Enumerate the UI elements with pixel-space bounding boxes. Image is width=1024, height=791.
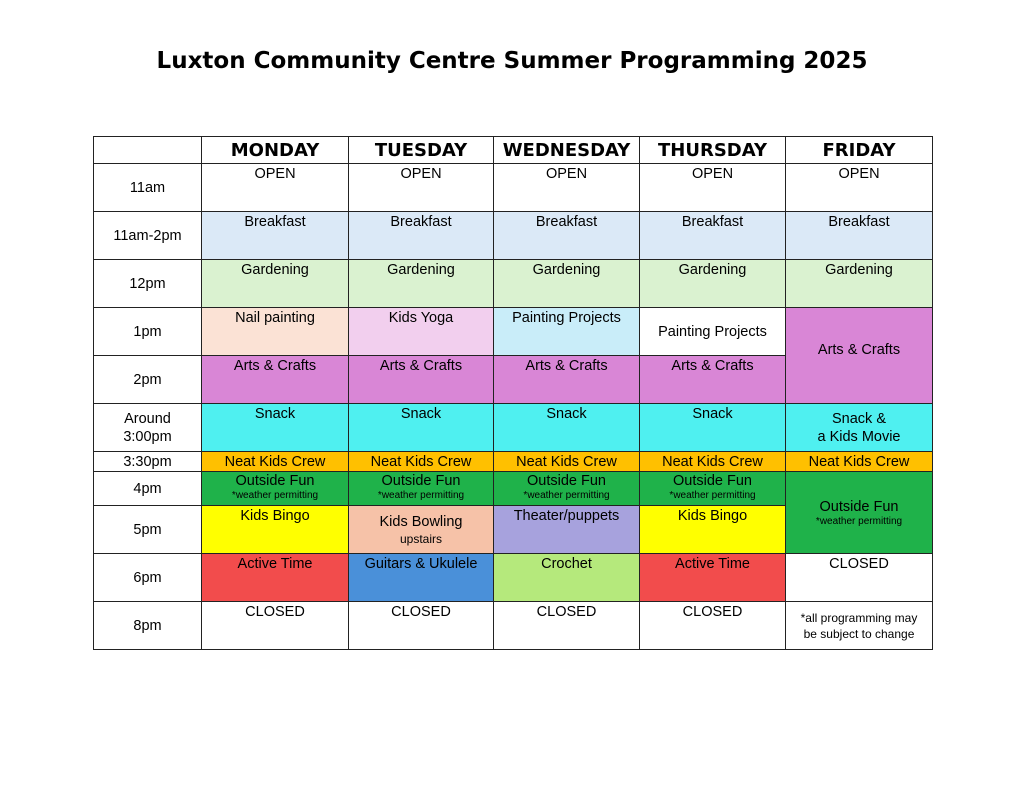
activity-label: Kids Yoga	[388, 310, 454, 326]
schedule-cell	[349, 404, 494, 452]
schedule-cell	[786, 260, 933, 308]
day-header-tuesday: TUESDAY	[349, 137, 494, 164]
table-row	[94, 554, 933, 602]
schedule-cell	[640, 212, 786, 260]
schedule-cell	[640, 554, 786, 602]
schedule-cell	[349, 452, 494, 472]
schedule-cell	[786, 602, 933, 650]
schedule-cell	[786, 308, 933, 404]
schedule-cell	[349, 472, 494, 506]
activity-label: Neat Kids Crew	[224, 453, 326, 470]
activity-label: Breakfast	[244, 214, 306, 230]
weather-note: *weather permitting	[523, 490, 610, 501]
time-label: 2pm	[94, 356, 202, 404]
page-title: Luxton Community Centre Summer Programming 2025	[156, 48, 868, 74]
schedule-cell	[349, 554, 494, 602]
day-header-wednesday: WEDNESDAY	[494, 137, 640, 164]
table-row	[94, 452, 933, 472]
schedule-cell	[640, 164, 786, 212]
activity-label: Breakfast	[535, 214, 598, 230]
schedule-cell	[494, 260, 640, 308]
weather-note: *weather permitting	[377, 490, 465, 501]
schedule-cell	[202, 554, 349, 602]
schedule-cell	[202, 164, 349, 212]
activity-label: Active Time	[237, 556, 313, 572]
schedule-table	[93, 136, 933, 650]
schedule-cell	[202, 506, 349, 554]
schedule-cell	[349, 506, 494, 554]
activity-label: a Kids Movie	[817, 428, 901, 445]
activity-label: CLOSED	[536, 604, 597, 620]
schedule-cell	[202, 404, 349, 452]
activity-label: Kids Bingo	[240, 508, 310, 524]
schedule-cell	[494, 472, 640, 506]
activity-label: Snack	[546, 406, 587, 422]
activity-label: Gardening	[532, 262, 601, 278]
activity-label: OPEN	[691, 166, 734, 182]
activity-label: Arts & Crafts	[671, 358, 754, 374]
time-label-line: Around	[124, 410, 171, 427]
table-row	[94, 212, 933, 260]
activity-label: Breakfast	[390, 214, 452, 230]
activity-label: Crochet	[541, 556, 592, 572]
corner-cell	[94, 137, 202, 164]
activity-label: Gardening	[387, 262, 455, 278]
schedule-cell	[202, 452, 349, 472]
schedule-cell	[640, 404, 786, 452]
schedule-cell	[640, 260, 786, 308]
activity-label: Breakfast	[828, 214, 890, 230]
schedule-cell	[786, 554, 933, 602]
activity-label: Arts & Crafts	[525, 358, 608, 374]
activity-label: Outside Fun	[235, 473, 315, 489]
activity-label: Painting Projects	[658, 324, 767, 340]
activity-label: Neat Kids Crew	[808, 453, 910, 470]
activity-label: Neat Kids Crew	[370, 453, 472, 470]
day-header-friday: FRIDAY	[786, 137, 933, 164]
weather-note: *weather permitting	[669, 490, 756, 501]
activity-label: CLOSED	[682, 604, 743, 620]
schedule-cell	[494, 404, 640, 452]
time-label: 3:30pm	[94, 452, 202, 472]
weather-note: *weather permitting	[815, 515, 903, 527]
schedule-cell	[349, 356, 494, 404]
weather-note: *weather permitting	[231, 490, 319, 501]
activity-label: Snack	[692, 406, 733, 422]
activity-label: Active Time	[675, 556, 750, 572]
time-label: 4pm	[94, 472, 202, 506]
time-label: 5pm	[94, 506, 202, 554]
schedule-cell	[202, 260, 349, 308]
disclaimer-note: *all programming may	[800, 610, 918, 625]
schedule-cell	[640, 472, 786, 506]
schedule-cell	[202, 356, 349, 404]
activity-label: Outside Fun	[527, 473, 606, 489]
table-row	[94, 602, 933, 650]
time-label: 11am	[94, 164, 202, 212]
activity-label: Breakfast	[681, 214, 744, 230]
activity-label: OPEN	[400, 166, 442, 182]
schedule-cell	[494, 554, 640, 602]
activity-label: Guitars & Ukulele	[364, 556, 478, 572]
schedule-cell	[640, 602, 786, 650]
schedule-cell	[640, 506, 786, 554]
schedule-cell	[349, 308, 494, 356]
schedule-cell	[202, 602, 349, 650]
schedule-cell	[494, 308, 640, 356]
activity-label: Gardening	[241, 262, 309, 278]
activity-label: Snack &	[832, 410, 886, 427]
activity-label: Snack	[254, 406, 296, 422]
schedule-cell	[640, 308, 786, 356]
activity-label: CLOSED	[829, 556, 889, 572]
schedule-cell	[349, 164, 494, 212]
schedule-cell	[640, 356, 786, 404]
time-label: 12pm	[94, 260, 202, 308]
activity-label: Nail painting	[235, 310, 315, 326]
activity-label: Gardening	[678, 262, 747, 278]
schedule-cell	[494, 506, 640, 554]
header-row	[94, 137, 933, 164]
schedule-cell	[349, 260, 494, 308]
activity-label: Outside Fun	[673, 473, 752, 489]
time-label: 1pm	[94, 308, 202, 356]
disclaimer-note: be subject to change	[803, 626, 915, 641]
activity-label: Arts & Crafts	[233, 358, 317, 374]
table-row	[94, 164, 933, 212]
schedule-cell	[494, 164, 640, 212]
table-row	[94, 260, 933, 308]
schedule-cell	[786, 404, 933, 452]
schedule-cell	[640, 452, 786, 472]
time-label: 6pm	[94, 554, 202, 602]
activity-label: Kids Bingo	[677, 508, 748, 524]
table-row	[94, 472, 933, 506]
table-row	[94, 308, 933, 356]
activity-label: CLOSED	[245, 604, 305, 620]
schedule-cell	[494, 602, 640, 650]
activity-label: CLOSED	[391, 604, 451, 620]
schedule-cell	[494, 452, 640, 472]
schedule-cell	[202, 308, 349, 356]
activity-label: OPEN	[838, 166, 880, 182]
time-label	[94, 404, 202, 452]
schedule-cell	[349, 602, 494, 650]
schedule-cell	[349, 212, 494, 260]
time-label-line: 3:00pm	[123, 428, 172, 445]
activity-label: Gardening	[825, 262, 893, 278]
table-row	[94, 404, 933, 452]
activity-label: Kids Bowling	[379, 513, 463, 530]
activity-label: Theater/puppets	[513, 508, 620, 524]
activity-label: Arts & Crafts	[817, 342, 901, 358]
activity-label: OPEN	[545, 166, 588, 182]
activity-label: Outside Fun	[381, 473, 461, 489]
activity-label: Painting Projects	[512, 310, 621, 326]
schedule-cell	[202, 212, 349, 260]
schedule-cell	[202, 472, 349, 506]
schedule-cell	[786, 452, 933, 472]
activity-label: Arts & Crafts	[379, 358, 463, 374]
day-header-monday: MONDAY	[202, 137, 349, 164]
activity-label: Outside Fun	[819, 498, 899, 515]
schedule-cell	[494, 212, 640, 260]
activity-label: Neat Kids Crew	[516, 453, 617, 470]
day-header-thursday: THURSDAY	[640, 137, 786, 164]
schedule-cell	[786, 212, 933, 260]
schedule-cell	[786, 164, 933, 212]
activity-label: Neat Kids Crew	[662, 453, 763, 470]
activity-label: Snack	[400, 406, 442, 422]
activity-label: OPEN	[254, 166, 296, 182]
time-label: 8pm	[94, 602, 202, 650]
schedule-cell	[786, 472, 933, 554]
schedule-cell	[494, 356, 640, 404]
activity-note: upstairs	[399, 531, 443, 546]
time-label: 11am-2pm	[94, 212, 202, 260]
